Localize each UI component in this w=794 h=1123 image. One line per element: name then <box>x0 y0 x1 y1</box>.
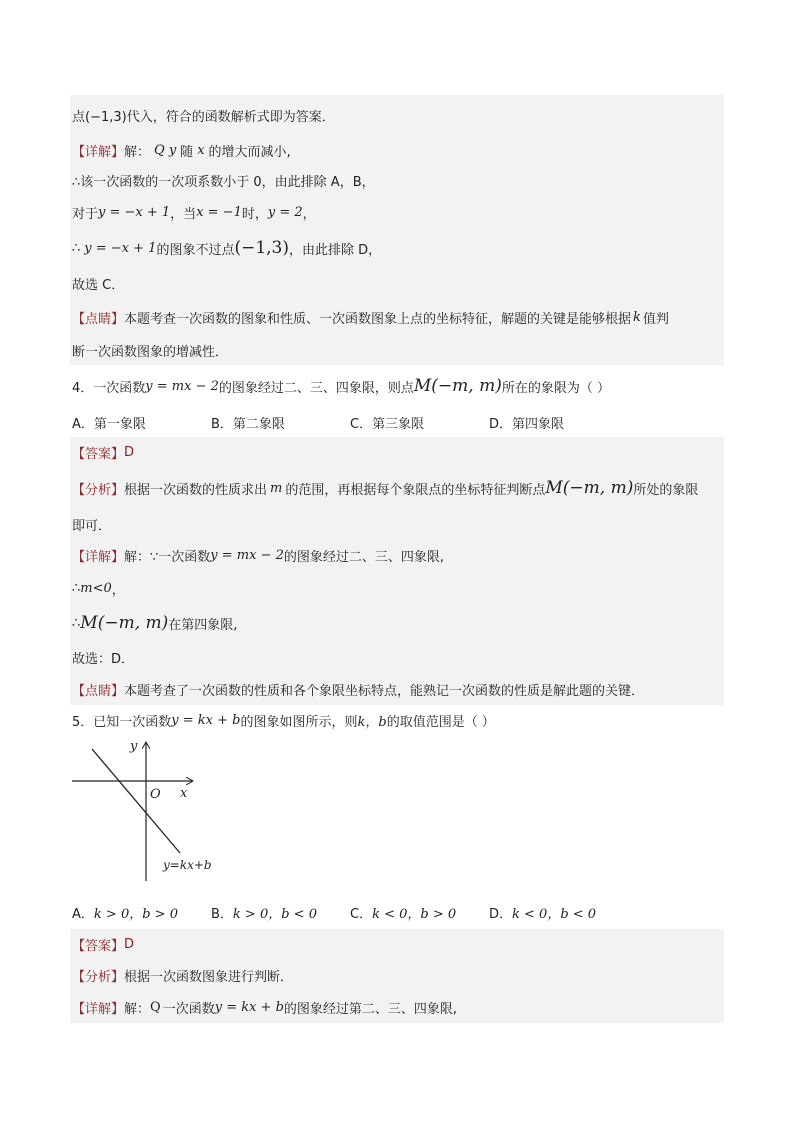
detail-text: 解： <box>124 144 151 160</box>
q4-option-d[interactable]: D．第四象限 <box>489 416 565 432</box>
option-letter: D． <box>489 906 513 922</box>
q3-comment-line2 <box>70 335 724 365</box>
document-body <box>70 95 724 1023</box>
math-y: Q y <box>154 142 177 158</box>
q5-graph <box>70 735 724 895</box>
line-label: y=kx+b <box>163 858 212 872</box>
option-math: k < 0，b < 0 <box>512 906 597 922</box>
choose-c-text: 故选 C． <box>72 277 125 293</box>
exclude-d-c: ，由此排除 D， <box>289 242 382 258</box>
math-point-m: M(−m, m) <box>545 478 634 498</box>
detail-a: 解： <box>124 1001 151 1017</box>
answer-value: D <box>124 444 135 460</box>
q3-line-check <box>70 195 724 229</box>
math-point: (−1,3) <box>234 238 289 258</box>
detail-c: 的图象经过第二、三、四象限, <box>283 1001 458 1017</box>
q5-option-d[interactable] <box>489 903 628 922</box>
y-axis-label: y <box>130 739 138 754</box>
comment-label: 【点睛】 <box>72 683 125 699</box>
q4-detail-line <box>70 539 724 571</box>
function-line <box>92 749 180 853</box>
comma: ， <box>111 582 125 598</box>
analysis-b: 的范围，再根据每个象限点的坐标特征判断点 <box>285 482 546 498</box>
detail-label: 【详解】 <box>72 1001 125 1017</box>
detail-b: 的图象经过二、三、四象限, <box>283 549 445 565</box>
analysis-a: 根据一次函数的性质求出 <box>124 482 268 498</box>
q5-stem-b: 的图象如图所示，则 <box>240 714 358 730</box>
analysis-label: 【分析】 <box>72 482 125 498</box>
q4-stem <box>70 365 724 407</box>
math-m: m <box>270 480 283 496</box>
math-eq1: y = −x + 1 <box>98 204 171 220</box>
math-function: y = mx − 2 <box>210 547 284 563</box>
q5-solution-block <box>70 929 724 1023</box>
detail-a: 解：∵一次函数 <box>124 549 211 565</box>
answer-value: D <box>124 936 135 952</box>
comment-text3: 断一次函数图象的增减性． <box>72 344 229 360</box>
q4-solution-block <box>70 437 724 705</box>
q5-options <box>70 895 724 929</box>
origin-label: O <box>150 787 161 802</box>
q3-solution-block <box>70 95 724 365</box>
exclude-ab-text: ∴该一次函数的一次项系数小于 0，由此排除 A，B， <box>72 174 375 190</box>
detail-b: 一次函数 <box>162 1001 215 1017</box>
function-graph <box>70 735 270 895</box>
check-a: 对于 <box>72 206 99 222</box>
q4-quadrant-line <box>70 605 724 641</box>
q4-analysis-line2 <box>70 509 724 539</box>
q5-math-function: y = kx + b <box>171 712 241 728</box>
detail-end: 的增大而减小, <box>208 144 291 160</box>
comment-text2: 值判 <box>642 311 669 327</box>
option-letter: C． <box>350 906 373 922</box>
q4-stem-a: 4．一次函数 <box>72 380 146 396</box>
q4-option-c[interactable]: C．第三象限 <box>350 416 425 432</box>
q5-analysis-line <box>70 959 724 991</box>
comment-text1: 本题考查一次函数的图象和性质、一次函数图象上点的坐标特征，解题的关键是能够根据 <box>124 311 632 327</box>
choose-d-text: 故选：D． <box>72 651 135 667</box>
therefore-symbol: ∴ <box>72 580 81 596</box>
check-c: 时， <box>241 206 268 222</box>
q5-option-c[interactable] <box>350 903 489 922</box>
q3-line-exclude-d <box>70 229 724 267</box>
math-y-value: y = 2 <box>267 204 303 220</box>
q4-answer-line <box>70 437 724 467</box>
q4-stem-c: 所在的象限为（ ） <box>501 380 610 396</box>
therefore-symbol: ∴ <box>72 615 81 631</box>
check-b: ，当 <box>170 206 197 222</box>
math-k: k <box>633 309 641 325</box>
answer-label: 【答案】 <box>72 938 125 954</box>
detail-label: 【详解】 <box>72 144 125 160</box>
q5-detail-line <box>70 991 724 1023</box>
option-letter: B． <box>211 906 233 922</box>
q5-stem <box>70 705 724 735</box>
q4-math-function: y = mx − 2 <box>145 378 219 394</box>
math-q-symbol: Q <box>150 999 161 1015</box>
detail-label: 【详解】 <box>72 549 125 565</box>
answer-label: 【答案】 <box>72 446 125 462</box>
option-math: k > 0，b > 0 <box>93 906 178 922</box>
comment-label: 【点睛】 <box>72 311 125 327</box>
q3-substitute-text: 点(−1,3)代入，符合的函数解析式即为答案． <box>72 109 335 125</box>
q3-line-substitute <box>70 95 724 135</box>
q5-option-b[interactable] <box>211 903 350 922</box>
q4-comment-line <box>70 673 724 705</box>
q5-option-a[interactable] <box>72 903 211 922</box>
math-function: y = kx + b <box>214 999 284 1015</box>
q4-option-a[interactable]: A．第一象限 <box>72 416 146 432</box>
q3-line-exclude-ab <box>70 165 724 195</box>
q3-comment-line1 <box>70 299 724 335</box>
analysis-d: 即可． <box>72 518 112 534</box>
q4-m-negative-line <box>70 571 724 605</box>
q3-detail-line <box>70 135 724 165</box>
q5-answer-line <box>70 929 724 959</box>
x-axis-label: x <box>180 786 188 801</box>
option-letter: A． <box>72 906 94 922</box>
q4-math-point: M(−m, m) <box>413 376 502 396</box>
q5-stem-a: 5．已知一次函数 <box>72 714 172 730</box>
exclude-d-b: 的图象不过点 <box>156 242 235 258</box>
q4-choose-line <box>70 641 724 673</box>
option-math: k > 0，b < 0 <box>232 906 317 922</box>
q4-stem-b: 的图象经过二、三、四象限，则点 <box>218 380 414 396</box>
q4-option-b[interactable]: B．第二象限 <box>211 416 285 432</box>
math-x: x <box>197 142 205 158</box>
q3-line-choose <box>70 267 724 299</box>
detail-mid: 随 <box>180 144 194 160</box>
q5-stem-c: 的取值范围是（ ） <box>386 714 495 730</box>
analysis-text: 根据一次函数图象进行判断． <box>124 969 294 985</box>
math-m-neg: m<0 <box>80 580 112 596</box>
comment-text: 本题考查了一次函数的性质和各个象限坐标特点，能熟记一次函数的性质是解此题的关键． <box>124 683 645 699</box>
analysis-c: 所处的象限 <box>633 482 699 498</box>
math-point-m: M(−m, m) <box>80 613 169 633</box>
option-math: k < 0，b > 0 <box>372 906 457 922</box>
check-d: ， <box>302 206 316 222</box>
therefore-a: ∴ <box>72 240 81 256</box>
q5-math-kb: k，b <box>357 714 387 730</box>
math-x-value: x = −1 <box>196 204 242 220</box>
quadrant-text: 在第四象限, <box>168 617 238 633</box>
analysis-label: 【分析】 <box>72 969 125 985</box>
math-eq2: y = −x + 1 <box>84 240 157 256</box>
q4-analysis-line1 <box>70 467 724 509</box>
q4-options <box>70 407 724 437</box>
